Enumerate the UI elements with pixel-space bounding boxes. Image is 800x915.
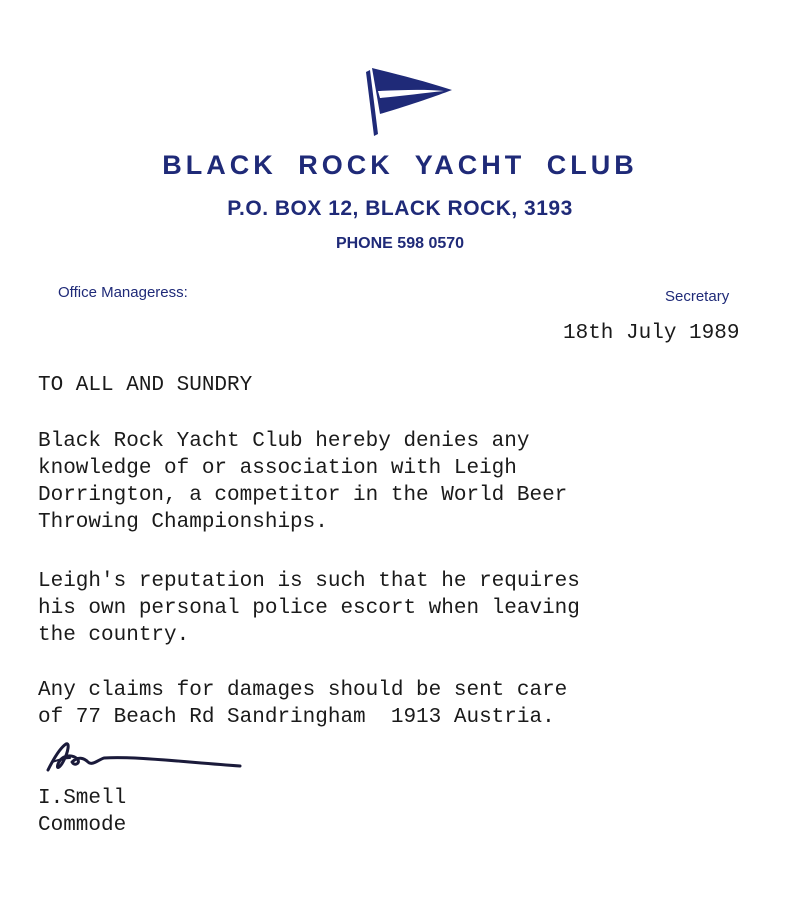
paragraph-line: Leigh's reputation is such that he requires xyxy=(38,570,580,593)
pennant-flag-icon xyxy=(366,64,458,138)
letter-salutation: TO ALL AND SUNDRY xyxy=(38,374,253,397)
paragraph-line: Dorrington, a competitor in the World Beer xyxy=(38,484,568,507)
paragraph-line: Throwing Championships. xyxy=(38,511,328,534)
club-name: BLACK ROCK YACHT CLUB xyxy=(162,150,638,180)
office-manageress-label: Office Manageress: xyxy=(58,284,188,301)
club-phone: PHONE 598 0570 xyxy=(335,235,465,252)
paragraph-line: of 77 Beach Rd Sandringham 1913 Austria. xyxy=(38,706,555,729)
letter-paragraph-1 xyxy=(38,428,567,536)
paragraph-line: knowledge of or association with Leigh xyxy=(38,457,517,480)
secretary-label: Secretary xyxy=(665,288,730,305)
handwritten-signature-icon xyxy=(44,740,244,776)
letter-date: 18th July 1989 xyxy=(563,322,740,345)
club-address: P.O. BOX 12, BLACK ROCK, 3193 xyxy=(227,197,573,220)
letter-paragraph-3 xyxy=(38,677,567,731)
signer-title: Commode xyxy=(38,814,127,837)
paragraph-line: Black Rock Yacht Club hereby denies any xyxy=(38,430,530,453)
letter-paragraph-2 xyxy=(38,568,580,649)
paragraph-line: the country. xyxy=(38,624,190,647)
signer-name: I.Smell xyxy=(38,787,127,810)
paragraph-line: Any claims for damages should be sent care xyxy=(38,679,568,702)
paragraph-line: his own personal police escort when leaving xyxy=(38,597,580,620)
